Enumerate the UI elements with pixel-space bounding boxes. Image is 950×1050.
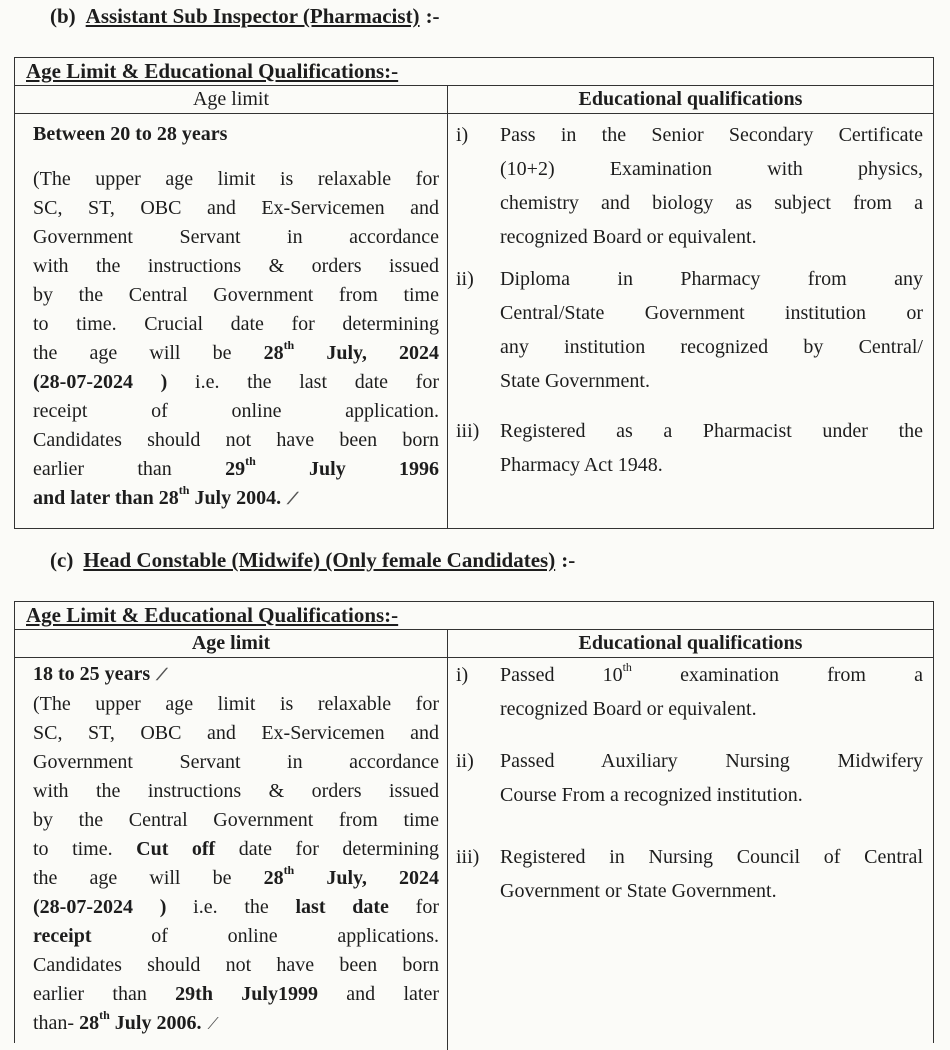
age-text-line: (The upper age limit is relaxable for [33, 693, 439, 715]
edu-item: iii) Registered as a Pharmacist under the Pharmacy Act 1948. [456, 420, 923, 476]
section-b-edu-header: Educational qualifications [448, 86, 933, 114]
section-c-post-name: Head Constable (Midwife) (Only female Candidates) [83, 548, 556, 572]
edu-item: ii) Passed Auxiliary Nursing Midwifery Course From a recognized institution. [456, 750, 923, 806]
age-receipt-line: receipt of online application. [33, 400, 439, 422]
section-c-suffix: :- [561, 548, 576, 572]
age-born-line: Candidates should not have been born [33, 954, 439, 976]
age-text-line: (The upper age limit is relaxable for [33, 168, 439, 190]
section-c-edu-column [448, 630, 933, 1050]
section-b-post-name: Assistant Sub Inspector (Pharmacist) [85, 4, 420, 28]
section-c-age-header: Age limit [15, 630, 447, 658]
section-c-table [14, 601, 934, 1043]
edu-item: i) Passed 10th examination from a recognized Board or equivalent. [456, 660, 923, 720]
age-date-line: the age will be 28th July, 2024 [33, 338, 439, 364]
age-later-line: than- 28th July 2006. ⟋ [33, 1008, 219, 1034]
age-earlier-line: earlier than 29th July 1996 [33, 454, 439, 480]
edu-item: iii) Registered in Nursing Council of Central Government or State Government. [456, 846, 923, 902]
section-c-marker: (c) [50, 548, 74, 572]
section-b-age-column [15, 86, 448, 529]
age-born-line: Candidates should not have been born [33, 429, 439, 451]
age-text-line: with the instructions & orders issued [33, 255, 439, 277]
section-b-age-header: Age limit [15, 86, 447, 114]
section-b-title [50, 4, 440, 29]
age-text-line: to time. Crucial date for determining [33, 313, 439, 335]
section-c-box-heading: Age Limit & Educational Qualifications:- [15, 602, 933, 630]
section-c-age-range: 18 to 25 years ⟋ [33, 663, 168, 685]
age-earlier-line: earlier than 29th July1999 and later [33, 983, 440, 1005]
age-text-line: SC, ST, OBC and Ex-Servicemen and [33, 722, 439, 744]
section-b-box-heading: Age Limit & Educational Qualifications:- [15, 58, 933, 86]
age-date-line: the age will be 28th July, 2024 [33, 863, 439, 889]
age-text-line: Government Servant in accordance [33, 226, 439, 248]
cutoff-line: to time. Cut off date for determining [33, 838, 440, 860]
section-b-suffix: :- [425, 4, 440, 28]
section-c-title [50, 548, 575, 573]
section-c-edu-header: Educational qualifications [448, 630, 933, 658]
section-b-table [14, 57, 934, 529]
age-text-line: SC, ST, OBC and Ex-Servicemen and [33, 197, 439, 219]
receipt-line: receipt of online applications. [33, 925, 439, 947]
section-c-age-column [15, 630, 448, 1050]
age-date-line-2: (28-07-2024 ) i.e. the last date for [33, 896, 439, 918]
edu-item: i) Pass in the Senior Secondary Certificate (10+2) Examination with physics, chemistry and biology as subject from a recognized Board or equivalent. [456, 124, 923, 248]
edu-item: ii) Diploma in Pharmacy from any Central/State Government institution or any institution recognized by Central/ State Government. [456, 268, 923, 392]
section-b-edu-column [448, 86, 933, 529]
age-text-line: with the instructions & orders issued [33, 780, 439, 802]
age-text-line: by the Central Government from time [33, 809, 439, 831]
section-b-marker: (b) [50, 4, 76, 28]
age-later-line: and later than 28th July 2004. ⟋ [33, 483, 299, 509]
age-text-line: Government Servant in accordance [33, 751, 439, 773]
section-b-age-range: Between 20 to 28 years [33, 123, 228, 145]
age-text-line: by the Central Government from time [33, 284, 439, 306]
age-date-line-2: (28-07-2024 ) i.e. the last date for [33, 371, 439, 393]
